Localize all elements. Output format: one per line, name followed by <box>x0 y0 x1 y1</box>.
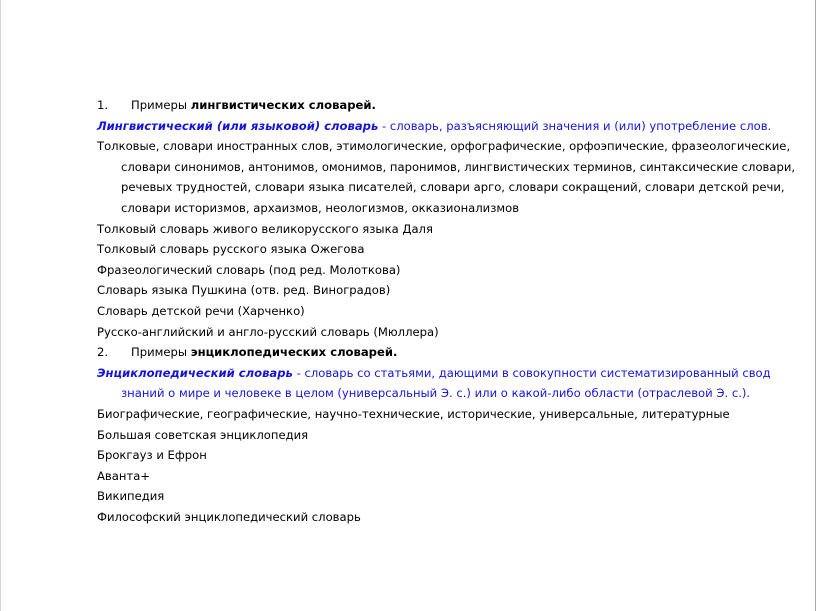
section1-definition-text: - словарь, разъясняющий значения и (или) употребление слов. <box>378 118 772 133</box>
section1-number: 1. <box>97 98 109 112</box>
section1-definition <box>97 116 797 137</box>
section1-example: Словарь детской речи (Харченко) <box>97 303 305 318</box>
section2-number: 2. <box>97 345 109 360</box>
page-right-edge <box>815 0 816 611</box>
section2-definition-text: - словарь со статьями, дающими в совокупности систематизированный свод знаний о мире и человеке в целом (универсальный Э. с.) или о какой-либо области (отраслевой Э. с.). <box>121 365 771 401</box>
section1-suffix: . <box>371 98 376 112</box>
document-body[interactable] <box>97 95 797 527</box>
section2-example: Брокгауз и Ефрон <box>97 448 207 463</box>
section2-definition <box>97 363 797 404</box>
section1-prefix: Примеры <box>131 98 191 112</box>
section2-example: Аванта+ <box>97 468 151 483</box>
section2-example: Философский энциклопедический словарь <box>97 509 361 524</box>
section1-example: Фразеологический словарь (под ред. Молоткова) <box>97 262 401 277</box>
section1-example: Русско-английский и англо-русский словарь (Мюллера) <box>97 324 439 339</box>
section1-example: Словарь языка Пушкина (отв. ред. Виноградов) <box>97 283 391 298</box>
section2-bold: энциклопедических словарей <box>190 345 393 360</box>
section1-example: Толковый словарь русского языка Ожегова <box>97 242 365 257</box>
section1-definition-term: Лингвистический (или языковой) словарь <box>97 118 379 133</box>
section2-definition-term: Энциклопедический словарь <box>97 365 293 380</box>
section2-prefix: Примеры <box>131 345 191 360</box>
section2-suffix: . <box>392 345 398 360</box>
section1-bold: лингвистических словарей <box>190 98 372 112</box>
section2-example: Википедия <box>97 489 165 504</box>
section2-example: Большая советская энциклопедия <box>97 427 309 442</box>
page-left-edge <box>0 0 1 611</box>
section2-heading <box>97 342 797 363</box>
section1-example: Толковый словарь живого великорусского языка Даля <box>97 221 433 236</box>
section2-types: Биографические, географические, научно-технические, исторические, универсальные, литературные <box>97 406 730 421</box>
section1-heading <box>97 95 797 116</box>
section1-types: Толковые, словари иностранных слов, этимологические, орфографические, орфоэпические, фразеологические, словари синонимов, антонимов, омонимов, паронимов, лингвистических терминов, синтаксические словари, речевых трудностей, словари языка писателей, словари арго, словари сокращений, словари детской речи, словари историзмов, архаизмов, неологизмов, окказионализмов <box>97 139 796 215</box>
